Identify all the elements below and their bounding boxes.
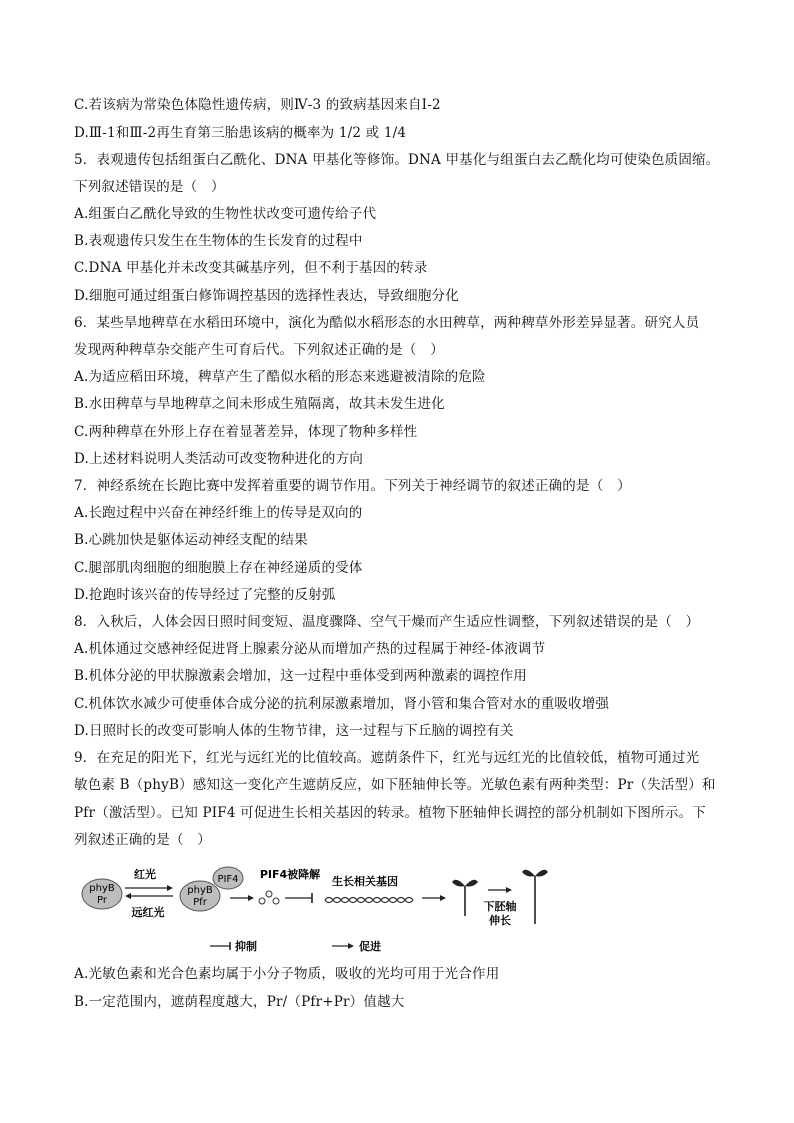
option-c: C.机体饮水减少可使垂体合成分泌的抗利尿激素增加，肾小管和集合管对水的重吸收增强 [74, 696, 610, 712]
option-b: B.表观遗传只发生在生物体的生长发育的过程中 [74, 233, 363, 249]
legend-inhibit-label: 抑制 [235, 940, 257, 953]
option-d: D.细胞可通过组蛋白修饰调控基因的选择性表达，导致细胞分化 [74, 288, 459, 304]
fragment-circle [273, 898, 279, 904]
elongation-label: 伸长 [489, 914, 511, 927]
option-b: B.水田稗草与旱地稗草之间未形成生殖隔离，故其未发生进化 [74, 396, 445, 412]
option-d: D.上述材料说明人类活动可改变物种进化的方向 [74, 451, 364, 467]
pr-label: Pr [97, 895, 107, 906]
text-line: C.若该病为常染色体隐性遗传病，则Ⅳ-3 的致病基因来自Ⅰ-2 [74, 97, 441, 113]
option-a: A.长跑过程中兴奋在神经纤维上的传导是双向的 [74, 505, 363, 521]
option-b: B.一定范围内，遮荫程度越大，Pr/（Pfr+Pr）值越大 [74, 994, 405, 1010]
far-red-light-label: 远红光 [131, 906, 165, 919]
question-9-stem: 列叙述正确的是（ ） [74, 832, 211, 848]
fragment-circle [266, 891, 272, 897]
growth-genes-label: 生长相关基因 [332, 875, 398, 888]
option-d: D.日照时长的改变可影响人体的生物节律，这一过程与下丘脑的调控有关 [74, 723, 514, 739]
option-a: A.机体通过交感神经促进肾上腺素分泌从而增加产热的过程属于神经-体液调节 [74, 641, 546, 657]
pif4-label: PIF4 [217, 874, 239, 885]
legend-promote-label: 促进 [359, 940, 381, 953]
question-9-stem: 敏色素 B（phyB）感知这一变化产生遮荫反应，如下胚轴伸长等。光敏色素有两种类型：Pr（失活型）和 [74, 777, 716, 793]
red-light-label: 红光 [134, 868, 156, 881]
option-a: A.为适应稻田环境，稗草产生了酷似水稻的形态来逃避被清除的危险 [74, 369, 486, 385]
question-6-stem: 6．某些旱地稗草在水稻田环境中，演化为酷似水稻形态的水田稗草，两种稗草外形差异显著。研究人员 [74, 315, 700, 331]
option-c: C.DNA 甲基化并未改变其碱基序列，但不利于基因的转录 [74, 260, 428, 276]
hypocotyl-label: 下胚轴 [483, 900, 517, 913]
question-8-stem: 8．入秋后，人体会因日照时间变短、温度骤降、空气干燥而产生适应性调整，下列叙述错误的是（ ） [74, 614, 700, 630]
question-6-stem: 发现两种稗草杂交能产生可育后代。下列叙述正确的是（ ） [74, 342, 444, 358]
option-b: B.心跳加快是躯体运动神经支配的结果 [74, 532, 308, 548]
pif4-degraded-label: PIF4被降解 [259, 868, 321, 881]
option-b: B.机体分泌的甲状腺激素会增加，这一过程中垂体受到两种激素的调控作用 [74, 668, 528, 684]
tall-seedling-icon [522, 870, 548, 924]
short-seedling-icon [452, 880, 478, 916]
pfr-label: Pfr [193, 897, 207, 908]
question-9-stem: 9．在充足的阳光下，红光与远红光的比值较高。遮荫条件下，红光与远红光的比值较低，植物可通过光 [74, 750, 700, 766]
option-a: A.光敏色素和光合色素均属于小分子物质，吸收的光均可用于光合作用 [74, 966, 500, 982]
option-c: C.两种稗草在外形上存在着显著差异，体现了物种多样性 [74, 424, 418, 440]
option-a: A.组蛋白乙酰化导致的生物性状改变可遗传给子代 [74, 206, 377, 222]
option-d: D.抢跑时该兴奋的传导经过了完整的反射弧 [74, 587, 336, 603]
option-c: C.腿部肌肉细胞的细胞膜上存在神经递质的受体 [74, 560, 363, 576]
question-5-stem: 5．表观遗传包括组蛋白乙酰化、DNA 甲基化等修饰。DNA 甲基化与组蛋白去乙酰化均可使染色质固缩。 [74, 152, 720, 168]
text-line: D.Ⅲ-1和Ⅲ-2再生育第三胎患该病的概率为 1/2 或 1/4 [74, 125, 407, 141]
phyb-mechanism-diagram [80, 858, 580, 958]
question-5-stem: 下列叙述错误的是（ ） [74, 179, 225, 195]
question-9-stem: Pfr（激活型）。已知 PIF4 可促进生长相关基因的转录。植物下胚轴伸长调控的部分机制如下图所示。下 [74, 805, 706, 821]
question-7-stem: 7．神经系统在长跑比赛中发挥着重要的调节作用。下列关于神经调节的叙述正确的是（ ） [74, 478, 631, 494]
phyb-label: phyB [187, 885, 213, 896]
fragment-circle [259, 898, 265, 904]
phyb-label: phyB [89, 883, 115, 894]
